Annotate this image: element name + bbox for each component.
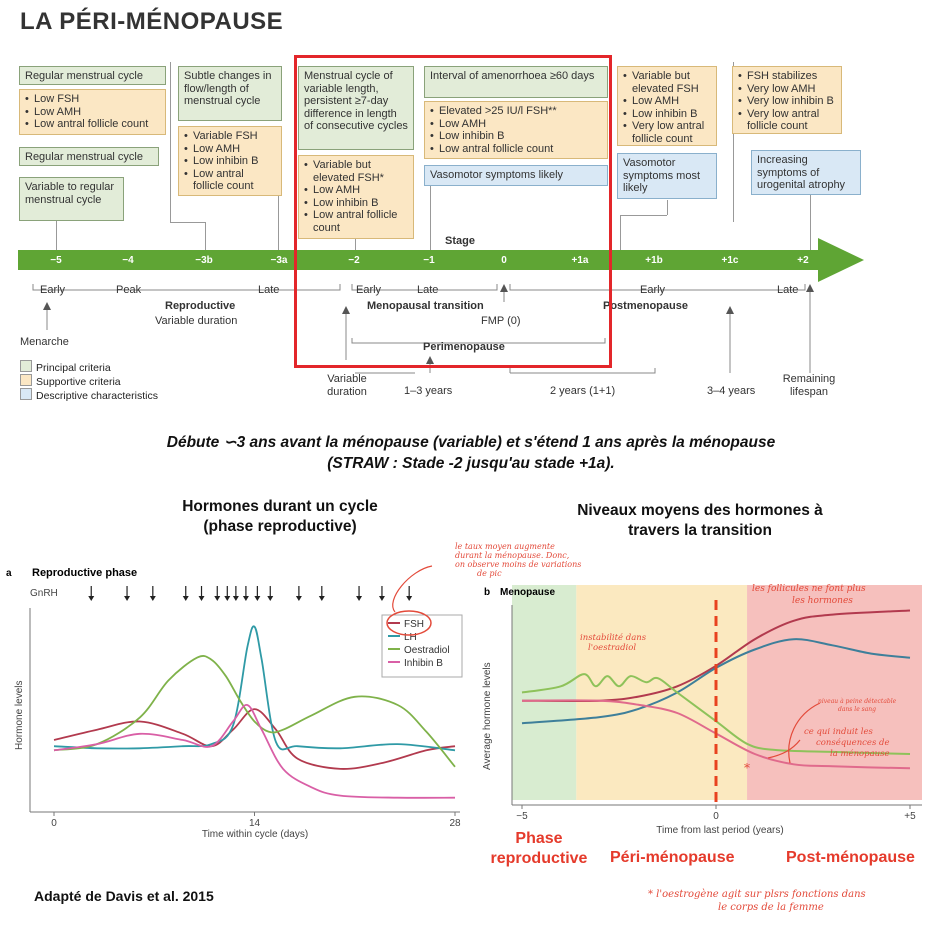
stage-tick: +1c [721,255,739,266]
box-text: Subtle changes in flow/length of menstrual cycle [184,70,272,107]
panel-title: Reproductive phase [32,567,138,579]
x-tick-label: +5 [904,811,916,822]
sub-early-2: Early [356,284,382,296]
annotation-line: le taux moyen augmente [455,542,555,551]
legend-label: Inhibin B [404,658,443,669]
left-chart-title-line: Hormones durant un cycle [182,498,378,515]
right-chart-title-line: Niveaux moyens des hormones à [577,502,823,519]
annotation-line: les follicules ne font plus [752,584,866,594]
list-item: • Low antral follicle count [34,118,160,131]
legend-descriptive [20,388,158,402]
annotation-line: instabilité dans [580,633,647,643]
gnrh-pulse-head [183,596,189,601]
legend-swatch-yellow [20,374,32,386]
sub-early: Early [40,284,66,296]
box-variable-fsh [178,126,282,196]
left-chart-title-line: (phase reproductive) [203,518,357,535]
gnrh-pulse-head [224,596,230,601]
bracket-2years [510,368,655,373]
arrowhead [726,306,734,314]
stage-tick: −1 [423,255,435,266]
duration-3-4-years: 3–4 years [707,385,756,397]
annotation-instab [580,633,646,653]
label-menopausal-transition: Menopausal transition [367,300,484,312]
list-item: • Very low antral follicle count [747,108,836,133]
stage-arrow-head [818,238,864,282]
list-item: • Variable but elevated FSH [632,70,711,95]
list-item: • Very low inhibin B [747,95,836,108]
region-péri-ménopause [576,585,747,800]
sub-late-2: Late [417,284,439,296]
arrowhead [43,302,51,310]
annotation-follicules [752,583,866,607]
list-item: • Low AMH [439,118,602,131]
list-item: • Low antral follicle count [439,143,602,156]
duration-2-years: 2 years (1+1) [550,385,616,397]
legend-supportive [20,374,121,388]
gnrh-pulse-head [356,596,362,601]
annotation-line: les hormones [792,596,853,606]
sub-peak: Peak [116,284,142,296]
arrowhead [806,284,814,292]
gnrh-pulse-head [233,596,239,601]
annotation-line: ce qui induit les [804,727,873,737]
x-ticks [51,812,461,829]
box-text: Regular menstrual cycle [25,70,143,82]
annotation-line: durant la ménopause. Donc, [455,551,570,560]
duration-remaining: Remaining lifespan [782,373,836,398]
connector-line [620,215,667,216]
gnrh-pulse-head [406,596,412,601]
box-text: Increasing symptoms of urogenital atrophy [757,154,846,191]
annotation-line: dans le sang [838,706,877,713]
annotation-line: niveau à peine détectable [818,698,897,705]
duration-variable: Variable duration [327,373,367,398]
list-item: • Very low antral follicle count [632,120,711,145]
phase-label-line: Phase [515,830,563,847]
panel-title: Menopause [500,587,556,598]
box-text: Regular menstrual cycle [25,151,143,163]
annotation-line: le corps de la femme [718,902,824,913]
right-chart-title-line: travers la transition [628,522,772,539]
box-low-fsh [19,89,166,135]
x-tick-label: 14 [248,818,261,829]
list-item: • Low inhibin B [439,130,602,143]
panel-label-b: b [484,587,491,598]
annotation-connector [393,566,432,612]
sub-late: Late [258,284,280,296]
legend-swatch-green [20,360,32,372]
panel-label-a: a [6,568,12,579]
annotation-star: * [744,761,750,775]
gnrh-pulse-head [319,596,325,601]
source-credit: Adapté de Davis et al. 2015 [34,888,214,904]
region-phase-reproductive [512,585,576,800]
list-item: • Variable FSH [193,130,276,143]
annotation-line: de pic [477,569,502,578]
box-variable-to-regular [19,177,124,221]
gnrh-pulse-head [199,596,205,601]
x-ticks [516,805,916,822]
x-tick-label: −5 [516,811,528,822]
annotation-line: conséquences de [816,738,890,748]
box-regular-cycle [19,66,166,85]
gnrh-pulse-head [88,596,94,601]
x-tick-label: 0 [51,818,57,829]
box-text: Variable to regular menstrual cycle [25,181,115,206]
legend-label: FSH [404,619,424,630]
list-item: • Low inhibin B [193,155,276,168]
connector-line [667,200,668,215]
page-title: LA PÉRI-MÉNOPAUSE [20,8,284,35]
stage-tick: −3a [270,255,288,266]
gnrh-pulse-head [150,596,156,601]
box-text: Vasomotor symptoms likely [430,169,564,181]
legend-label: Supportive criteria [36,376,121,388]
duration-1-3-years: 1–3 years [404,385,453,397]
stage-tick: −2 [348,255,360,266]
phase-post-label: Post-ménopause [786,849,915,866]
list-item: • Low inhibin B [632,108,711,121]
gnrh-label: GnRH [30,588,58,599]
stage-tick: −3b [195,255,213,266]
gnrh-pulse-head [379,596,385,601]
list-item: • Variable but elevated FSH* [313,159,408,184]
caption-line-1: Débute ∽3 ans avant la ménopause (variable) et s'étend 1 ans après la ménopause [166,434,776,451]
list-item: • Low AMH [34,106,160,119]
legend-label: Oestradiol [404,645,450,656]
stage-tick: +2 [797,255,809,266]
stage-tick: +1b [645,255,663,266]
gnrh-pulses [88,586,412,601]
box-regular-cycle-2 [19,147,159,166]
stage-tick: 0 [501,255,507,266]
list-item: • Low AMH [313,184,408,197]
annotation-line: on observe moins de variations [455,560,582,569]
annotation-niveau [818,698,896,714]
phase-label-line: reproductive [490,850,588,867]
box-text: Vasomotor symptoms most likely [623,157,701,194]
label-postmenopause: Postmenopause [603,300,688,312]
caption-line-2: (STRAW : Stade -2 jusqu'au stade +1a). [327,455,615,472]
annotation-consequences [804,727,890,760]
legend-label: LH [404,632,417,643]
right-chart-title [540,501,860,541]
sub-early-3: Early [640,284,666,296]
annotation-top [455,542,595,578]
box-subtle-changes [178,66,282,121]
annotation-line: * l'oestrogène agit sur plsrs fonctions dans [648,889,866,900]
annotation-line: la ménopause [830,749,890,759]
connector-line [170,62,171,222]
cycle-hormone-chart [0,560,470,850]
x-tick-label: 28 [449,818,461,829]
series-line-inhibin-b [54,705,455,798]
label-fmp: FMP (0) [481,315,521,327]
legend-label: Principal criteria [36,362,111,374]
list-item: • Low AMH [632,95,711,108]
label-reproductive: Reproductive [165,300,236,312]
y-axis-label: Average hormone levels [482,662,493,770]
gnrh-pulse-head [124,596,130,601]
legend-swatch-blue [20,388,32,400]
box-text: Menstrual cycle of variable length, persistent ≥7-day difference in length of consecutive cycles [304,70,408,132]
x-axis-label: Time from last period (years) [656,825,784,836]
gnrh-pulse-head [243,596,249,601]
annotation-footnote [648,888,866,914]
label-perimenopause: Perimenopause [423,341,505,353]
gnrh-pulse-head [254,596,260,601]
label-variable-duration: Variable duration [155,315,238,327]
perimenopause-highlight [294,55,612,368]
box-text: Interval of amenorrhoea ≥60 days [430,70,595,82]
left-chart-title [140,497,420,537]
x-axis-label: Time within cycle (days) [201,829,309,840]
list-item: • FSH stabilizes [747,70,836,83]
list-item: • Low antral follicle count [313,209,408,234]
connector-line [170,222,205,223]
gnrh-pulse-head [214,596,220,601]
stage-tick: +1a [571,255,589,266]
box-vasomotor-most [617,153,717,199]
x-tick-label: 0 [713,811,719,822]
list-item: • Very low AMH [747,83,836,96]
list-item: • Elevated >25 IU/l FSH** [439,105,602,118]
stage-tick: −5 [50,255,62,266]
list-item: • Low inhibin B [313,197,408,210]
phase-peri-label: Péri-ménopause [610,849,735,866]
annotation-line: l'oestradiol [588,643,637,653]
phase-reproductive-label [484,829,594,869]
list-item: • Low FSH [34,93,160,106]
list-item: • Low AMH [193,143,276,156]
sub-late-3: Late [777,284,799,296]
list-item: • Low antral follicle count [193,168,276,193]
legend-label: Descriptive characteristics [36,390,158,402]
box-fsh-stabilizes [732,66,842,134]
y-axis-label: Hormone levels [14,680,25,750]
gnrh-pulse-head [296,596,302,601]
gnrh-pulse-head [267,596,273,601]
box-post-fsh [617,66,717,146]
box-urogenital [751,150,861,195]
legend-principal [20,360,111,374]
stage-tick: −4 [122,255,134,266]
label-menarche: Menarche [20,336,69,348]
stage-label: Stage [445,235,475,247]
